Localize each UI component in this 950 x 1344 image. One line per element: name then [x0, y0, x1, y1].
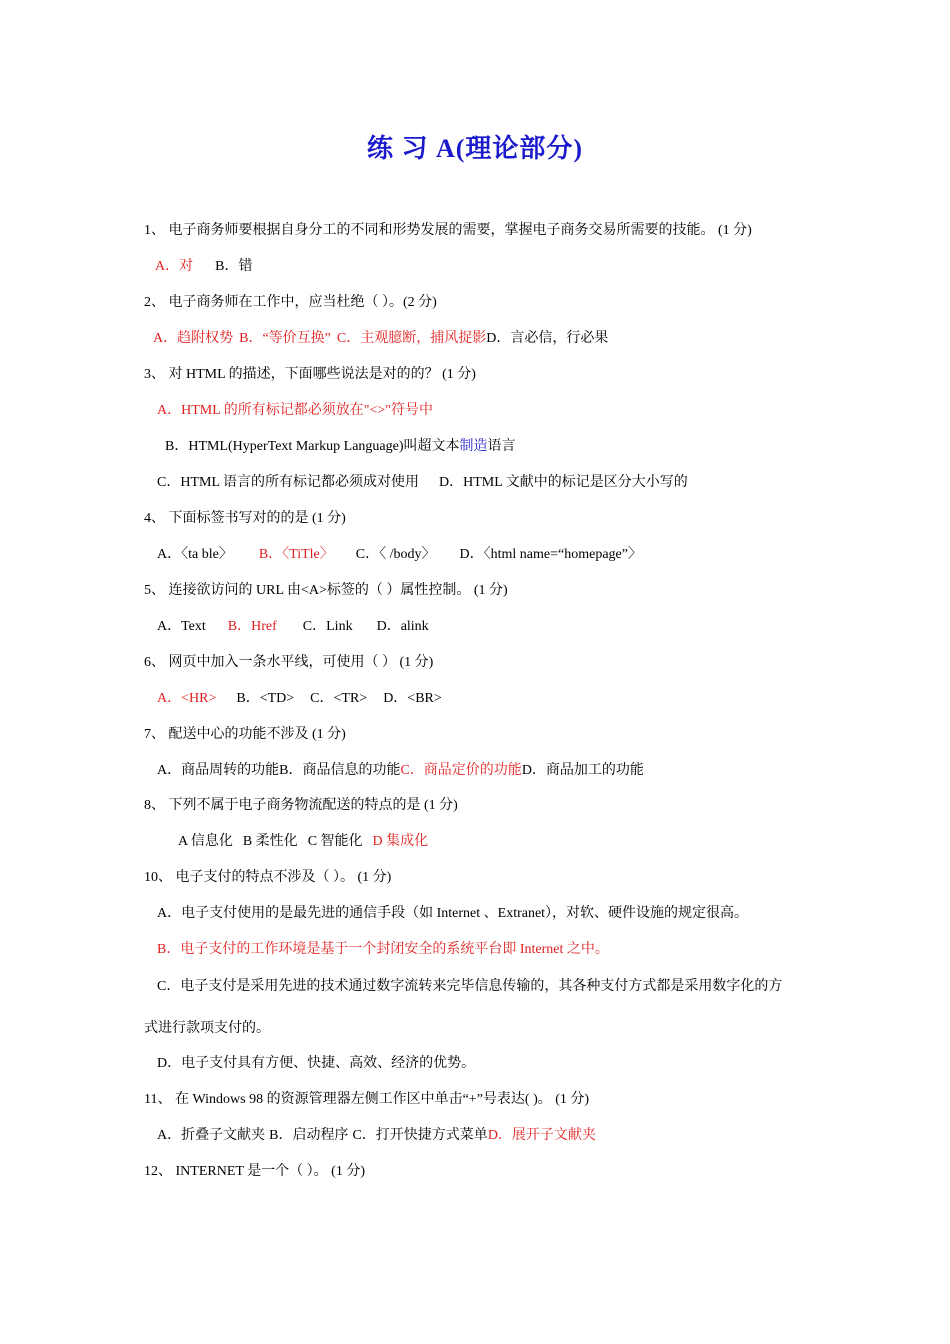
q3-option-d[interactable]: D．HTML 文献中的标记是区分大小写的	[438, 475, 688, 490]
q6-option-b[interactable]: B．<TD>	[236, 691, 295, 706]
q6-option-a[interactable]: A．<HR>	[157, 691, 217, 706]
q11-option-d[interactable]: D．展开子文献夹	[487, 1128, 596, 1143]
q8-option-b[interactable]: B 柔性化	[242, 834, 298, 849]
question-5: 5、 连接欲访问的 URL 由<A>标签的（ ）属性控制。 (1 分)	[144, 583, 508, 598]
q11-option-b[interactable]: B．启动程序	[269, 1128, 349, 1143]
q4-option-b[interactable]: B．〈TiTle〉	[258, 547, 334, 562]
q3-options-cd	[157, 474, 688, 492]
q11-option-c[interactable]: C．打开快捷方式菜单	[352, 1128, 488, 1143]
q6-option-c[interactable]: C．<TR>	[310, 691, 368, 706]
q8-option-d[interactable]: D 集成化	[372, 834, 429, 849]
q7-option-d[interactable]: D．商品加工的功能	[521, 763, 644, 778]
q5-options	[157, 618, 429, 636]
q10-option-d[interactable]: D．电子支付具有方便、快捷、高效、经济的优势。	[157, 1056, 476, 1071]
q2-option-d[interactable]: D．言必信，行必果	[486, 331, 609, 346]
q4-option-d[interactable]: D．〈html name=“homepage”〉	[459, 547, 642, 562]
question-12: 12、 INTERNET 是一个（ ）。 (1 分)	[144, 1164, 365, 1179]
question-3: 3、 对 HTML 的描述，下面哪些说法是对的的？ (1 分)	[144, 367, 476, 382]
q10-option-a[interactable]: A．电子支付使用的是最先进的通信手段（如 Internet 、Extranet），对软、硬件设施的规定很高。	[157, 906, 749, 921]
q5-option-a[interactable]: A．Text	[157, 619, 206, 634]
q3-option-b[interactable]	[165, 438, 516, 456]
q2-option-c[interactable]: C．主观臆断，捕风捉影	[336, 331, 487, 346]
question-7: 7、 配送中心的功能不涉及 (1 分)	[144, 727, 346, 742]
q7-option-a[interactable]: A．商品周转的功能	[157, 763, 280, 778]
q4-options	[157, 546, 642, 564]
q2-options	[153, 330, 608, 348]
question-11: 11、 在 Windows 98 的资源管理器左侧工作区中单击“+”号表达( )。 (1 分)	[144, 1092, 590, 1107]
q11-options	[157, 1127, 596, 1145]
q8-option-c[interactable]: C 智能化	[307, 834, 363, 849]
question-6: 6、 网页中加入一条水平线，可使用（ ） (1 分)	[144, 655, 434, 670]
q7-option-b[interactable]: B．商品信息的功能	[279, 763, 401, 778]
q6-option-d[interactable]: D．<BR>	[383, 691, 442, 706]
q1-option-b[interactable]: B．错	[215, 259, 253, 274]
page-title: 练 习 A(理论部分)	[366, 134, 584, 163]
q10-option-c[interactable]: C．电子支付是采用先进的技术通过数字流转来完毕信息传输的，其各种支付方式都是采用数字化的方	[157, 979, 783, 994]
q10-option-b[interactable]: B．电子支付的工作环境是基于一个封闭安全的系统平台即 Internet 之中。	[157, 942, 609, 957]
q3-option-b-link[interactable]: 制造	[459, 439, 488, 454]
q4-option-c[interactable]: C．〈 /body〉	[355, 547, 436, 562]
q10-option-c-continued: 式进行款项支付的。	[144, 1021, 270, 1036]
q3-option-b-suffix: 语言	[487, 439, 516, 454]
q7-options	[157, 762, 644, 780]
q7-option-c[interactable]: C．商品定价的功能	[400, 763, 522, 778]
q4-option-a[interactable]: A．〈ta ble〉	[157, 547, 233, 562]
q2-option-b[interactable]: B．“等价互换”	[239, 331, 331, 346]
q11-option-a[interactable]: A．折叠子文献夹	[157, 1128, 266, 1143]
q6-options	[157, 690, 442, 708]
q3-option-a[interactable]: A．HTML 的所有标记都必须放在"<>"符号中	[157, 403, 433, 418]
question-4: 4、 下面标签书写对的的是 (1 分)	[144, 511, 346, 526]
question-8: 8、 下列不属于电子商务物流配送的特点的是 (1 分)	[144, 798, 458, 813]
q5-option-b[interactable]: B．Href	[227, 619, 277, 634]
question-10: 10、 电子支付的特点不涉及（ ）。 (1 分)	[144, 870, 392, 885]
q5-option-c[interactable]: C．Link	[302, 619, 353, 634]
q1-option-a[interactable]: A．对	[155, 259, 194, 274]
q5-option-d[interactable]: D．alink	[376, 619, 429, 634]
q2-option-a[interactable]: A．趋附权势	[153, 331, 234, 346]
q1-options	[155, 258, 252, 276]
q8-option-a[interactable]: A 信息化	[178, 834, 233, 849]
question-2: 2、 电子商务师在工作中，应当杜绝（ ）。(2 分)	[144, 295, 437, 310]
q3-option-c[interactable]: C．HTML 语言的所有标记都必须成对使用	[157, 475, 419, 490]
q3-option-b-text: B．HTML(HyperText Markup Language)叫超文本	[165, 439, 460, 454]
q8-options	[178, 833, 428, 851]
question-1: 1、 电子商务师要根据自身分工的不同和形势发展的需要，掌握电子商务交易所需要的技能。 (1 分)	[144, 223, 752, 238]
